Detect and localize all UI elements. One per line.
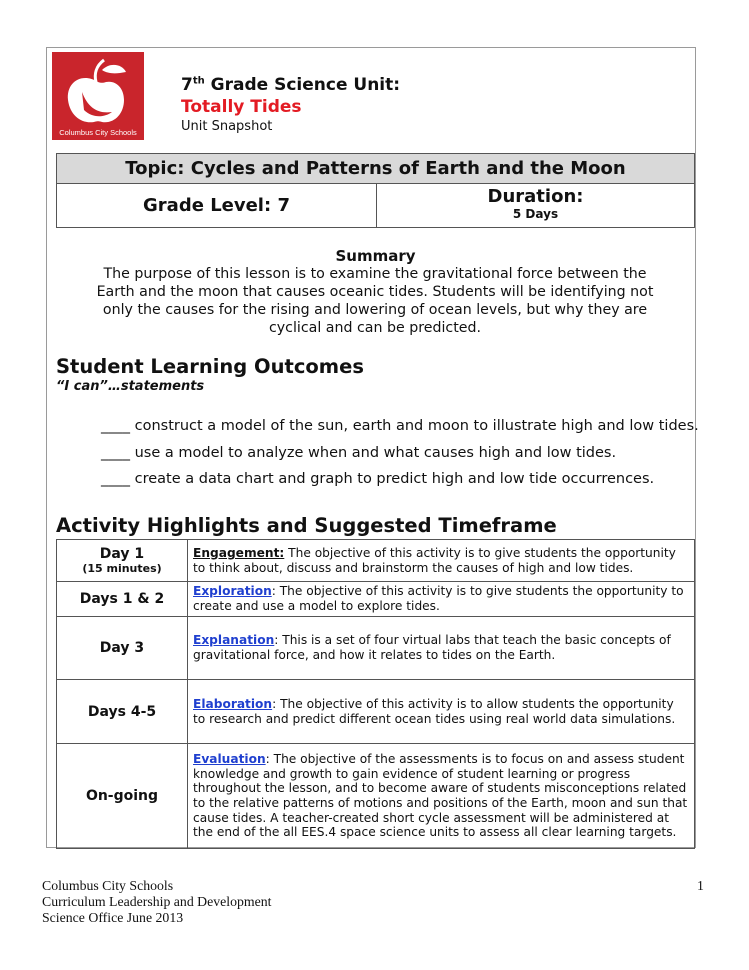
footer-line: Curriculum Leadership and Development [42, 894, 272, 909]
grade-level: Grade Level: 7 [57, 184, 377, 228]
day-label: Days 4-5 [87, 703, 157, 720]
footer-line: Science Office June 2013 [42, 910, 184, 925]
day-cell [57, 582, 188, 617]
day-label: On-going [85, 788, 159, 804]
activity-text: : The objective of this activity is to give students the opportunity to create and use a model to explore tides. [193, 584, 684, 613]
footer-line: Columbus City Schools [42, 878, 174, 893]
day-cell [57, 617, 188, 680]
outcome-item: ____ use a model to analyze when and what causes high and low tides. [101, 445, 617, 461]
topic-box [56, 153, 695, 228]
day-cell [57, 744, 188, 849]
logo-caption: Columbus City Schools [59, 128, 137, 137]
activity-description [188, 680, 695, 744]
activity-heading: Activity Highlights and Suggested Timeframe [56, 514, 557, 537]
activity-description [188, 744, 695, 849]
day-label: Days 1 & 2 [79, 591, 165, 607]
unit-title [181, 75, 400, 95]
columbus-city-schools-logo [52, 52, 144, 140]
phase-label: Engagement: [193, 545, 285, 560]
unit-subtitle: Totally Tides [181, 97, 302, 117]
table-row [57, 540, 695, 582]
activity-text: The objective of this activity is to give students the opportunity to think about, discuss and brainstorm the causes of high and low tides. [193, 545, 676, 575]
unit-title-text: Grade Science Unit: [204, 75, 401, 95]
table-row [57, 617, 695, 680]
evaluation-link[interactable]: Evaluation [193, 752, 266, 767]
day-sublabel: (15 minutes) [82, 562, 162, 575]
summary-text: The purpose of this lesson is to examine the gravitational force between the Earth and the moon that causes oceanic tides. Students will be identifying not only the causes for the rising and lowering of ocean levels, but why they are cyclical and can be predicted. [96, 266, 654, 336]
duration-value: 5 Days [512, 207, 559, 221]
unit-title-suffix-sup: th [192, 75, 205, 87]
summary-heading: Summary [335, 247, 416, 265]
outcome-item: ____ construct a model of the sun, earth and moon to illustrate high and low tides. [101, 418, 699, 434]
apple-icon [52, 52, 144, 140]
elaboration-link[interactable]: Elaboration [193, 696, 273, 711]
table-row [57, 744, 695, 849]
outcomes-heading: Student Learning Outcomes [56, 355, 364, 378]
topic-title: Topic: Cycles and Patterns of Earth and the Moon [57, 154, 694, 184]
activity-table [56, 539, 695, 849]
footer [42, 878, 272, 926]
activity-description [188, 617, 695, 680]
day-cell [57, 540, 188, 582]
table-row [57, 680, 695, 744]
explanation-link[interactable]: Explanation [193, 633, 275, 648]
unit-title-number: 7 [181, 75, 193, 95]
exploration-link[interactable]: Exploration [193, 584, 272, 599]
activity-text: : The objective of the assessments is to focus on and assess student knowledge and growth to gain evidence of student learning or progress throughout the lesson, and to become aware of students misconceptions related to the relative patterns of motions and positions of the Earth, moon and sun that cause tides. A teacher-created short cycle assessment will be administered at the end of the all EES.4 space science units to assess all clear learning targets. [193, 752, 688, 840]
unit-snapshot-label: Unit Snapshot [181, 119, 273, 134]
activity-description [188, 582, 695, 617]
duration-label: Duration: [487, 186, 584, 207]
activity-text: : This is a set of four virtual labs that teach the basic concepts of gravitational force, and how it relates to tides on the Earth. [193, 633, 671, 662]
duration-cell [377, 184, 694, 228]
outcomes-subheading: “I can”…statements [56, 379, 205, 394]
day-label: Day 1 [99, 546, 145, 562]
activity-text: : The objective of this activity is to allow students the opportunity to research and predict different ocean tides using real world data simulations. [193, 696, 676, 726]
table-row [57, 582, 695, 617]
outcome-item: ____ create a data chart and graph to predict high and low tide occurrences. [101, 471, 655, 487]
activity-description [188, 540, 695, 582]
day-label: Day 3 [99, 640, 145, 656]
page-number: 1 [697, 878, 704, 893]
day-cell [57, 680, 188, 744]
